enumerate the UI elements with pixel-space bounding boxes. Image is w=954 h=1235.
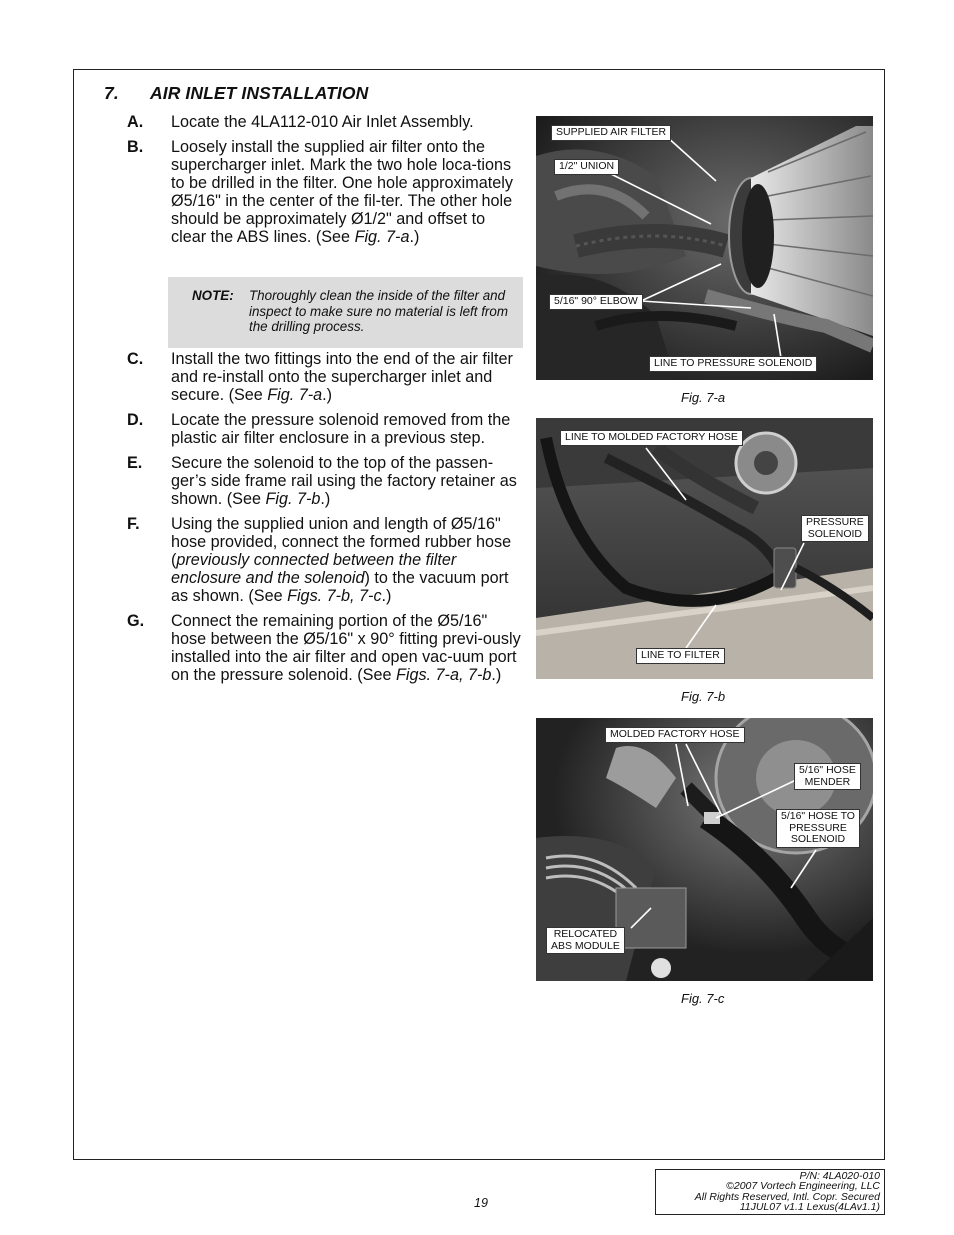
- step-text-segment: .): [320, 490, 331, 508]
- figure-7b-leaders: [536, 418, 873, 679]
- step-item: [127, 515, 522, 605]
- note-label: NOTE:: [192, 288, 234, 303]
- step-text-segment: Connect the remaining portion of the Ø5/16" hose between the Ø5/16" x 90° fitting previ-ously installed into the air filter and open vac-uum port on the pressure solenoid. (See: [171, 612, 521, 684]
- step-letter: D.: [127, 411, 144, 429]
- step-text-segment: Using the supplied union and length of Ø5/16" hose provided, connect the formed rubber hose (: [171, 515, 512, 569]
- figure-7a-leaders: [536, 116, 873, 380]
- step-letter: F.: [127, 515, 140, 533]
- step-reference: Figs. 7-b, 7-c: [287, 587, 382, 605]
- callout-supplied-air-filter: SUPPLIED AIR FILTER: [551, 125, 671, 141]
- instruction-steps: [127, 113, 522, 691]
- step-letter: A.: [127, 113, 144, 131]
- step-text-segment: Locate the pressure solenoid removed from the plastic air filter enclosure in a previous step.: [171, 411, 511, 447]
- callout-pressure-solenoid: PRESSURE SOLENOID: [801, 515, 869, 542]
- step-reference: Fig. 7-a: [267, 386, 323, 404]
- figure-7b-photo: [536, 418, 873, 679]
- step-reference: Fig. 7-a: [354, 228, 410, 246]
- step-text-segment: ) to the vacuum port as shown. (See: [171, 569, 509, 605]
- step-text: [171, 138, 513, 246]
- caption-fig-7c: Fig. 7-c: [681, 991, 725, 1006]
- callout-union: 1/2" UNION: [554, 159, 619, 175]
- step-text: [171, 515, 511, 605]
- step-text-segment: .): [322, 386, 333, 404]
- step-text-segment: Loosely install the supplied air filter onto the supercharger inlet. Mark the two hole loca-tions to be drilled in the filter. One hole approximately Ø5/16" in the center of the fil-ter. The other hole should be approximately Ø1/2" and offset to clear the ABS lines. (See: [171, 138, 513, 246]
- step-item: [127, 138, 522, 246]
- note-text: Thoroughly clean the inside of the filter and inspect to make sure no material is left from the drilling process.: [249, 288, 508, 334]
- step-text-segment: .): [381, 587, 392, 605]
- callout-line-to-filter: LINE TO FILTER: [636, 648, 725, 664]
- step-reference: Fig. 7-b: [265, 490, 321, 508]
- step-text: [171, 612, 521, 684]
- part-number: P/N: 4LA020-010: [799, 1170, 880, 1182]
- step-text: [171, 113, 474, 131]
- step-text-segment: .): [409, 228, 420, 246]
- step-letter: B.: [127, 138, 144, 156]
- step-text-segment: Install the two fittings into the end of the air filter and re-install onto the supercharger inlet and secure. (See: [171, 350, 513, 404]
- step-text-segment: .): [491, 666, 502, 684]
- footer-box: [655, 1169, 885, 1215]
- step-text: [171, 350, 513, 404]
- figure-7c-photo: [536, 718, 873, 981]
- step-letter: G.: [127, 612, 145, 630]
- section-title: AIR INLET INSTALLATION: [150, 83, 369, 103]
- copyright: ©2007 Vortech Engineering, LLC: [726, 1180, 880, 1193]
- callout-line-to-pressure-solenoid: LINE TO PRESSURE SOLENOID: [649, 356, 817, 372]
- step-text: [171, 454, 517, 508]
- callout-relocated-abs-module: RELOCATED ABS MODULE: [546, 927, 625, 954]
- step-reference: Figs. 7-a, 7-b: [395, 666, 492, 684]
- page-number: 19: [474, 1196, 488, 1210]
- step-item: [127, 411, 522, 447]
- step-item: [127, 113, 522, 131]
- step-item: [127, 350, 522, 404]
- step-item: [127, 454, 522, 508]
- figure-7a-photo: [536, 116, 873, 380]
- rights: All Rights Reserved, Intl. Copr. Secured: [694, 1190, 880, 1203]
- version: 11JUL07 v1.1 Lexus(4LAv1.1): [739, 1201, 880, 1214]
- step-text-segment: Locate the 4LA112-010 Air Inlet Assembly.: [171, 113, 474, 131]
- caption-fig-7b: Fig. 7-b: [681, 689, 726, 704]
- section-heading: [104, 83, 368, 104]
- callout-hose-to-pressure-solenoid: 5/16" HOSE TO PRESSURE SOLENOID: [776, 809, 860, 848]
- caption-fig-7a: Fig. 7-a: [681, 390, 726, 405]
- callout-hose-mender: 5/16" HOSE MENDER: [794, 763, 861, 790]
- callout-molded-factory-hose: MOLDED FACTORY HOSE: [605, 727, 745, 743]
- callout-line-to-molded-factory-hose: LINE TO MOLDED FACTORY HOSE: [560, 430, 743, 446]
- note-box: [168, 277, 523, 348]
- callout-elbow: 5/16" 90° ELBOW: [549, 294, 643, 310]
- step-text: [171, 411, 510, 447]
- step-letter: C.: [127, 350, 144, 368]
- step-text-segment: Secure the solenoid to the top of the passen-ger’s side frame rail using the factory retainer as shown. (See: [171, 454, 517, 508]
- step-letter: E.: [127, 454, 143, 472]
- section-number: 7.: [104, 83, 119, 103]
- step-reference: previously connected between the filter enclosure and the solenoid: [171, 551, 457, 587]
- step-item: [127, 612, 522, 684]
